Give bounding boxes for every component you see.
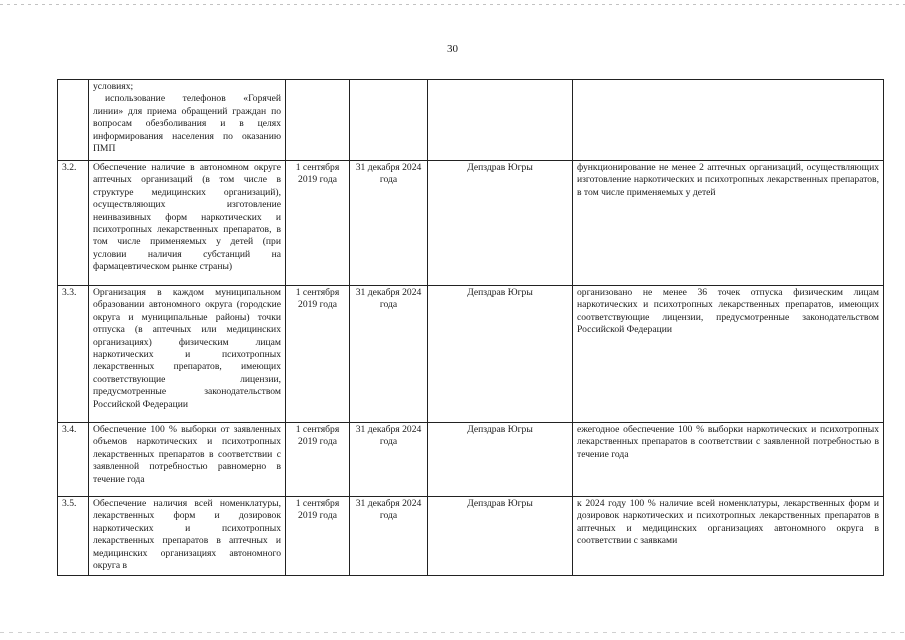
table-row	[58, 286, 884, 423]
row-number: 3.2.	[58, 161, 89, 286]
row-executor	[428, 80, 573, 161]
row-number	[58, 80, 89, 161]
page-number: 30	[447, 43, 458, 55]
table-row	[58, 497, 884, 576]
row-result: ежегодное обеспечение 100 % выборки наркотических и психотропных лекарственных препаратов в соответствии с заявленной потребностью в течение года	[573, 423, 884, 497]
description-line: условиях;	[93, 81, 134, 92]
row-result: к 2024 году 100 % наличие всей номенклатуры, лекарственных форм и дозировок наркотических и психотропных лекарственных препаратов в аптечных и медицинских организациях автономного округа в соответствии с заявками	[573, 497, 884, 576]
row-description: Организация в каждом муниципальном образовании автономного округа (городские округа и муниципальные районы) точки отпуска (в аптечных или медицинских организациях) физическим лицам наркотических и психотропных лекарственных препаратов, имеющих соответствующие лицензии, предусмотренные законодательством Российской Федерации	[89, 286, 286, 423]
table-row	[58, 161, 884, 286]
row-description: Обеспечение 100 % выборки от заявленных объемов наркотических и психотропных лекарственных препаратов в соответствии с заявленной потребностью равномерно в течение года	[89, 423, 286, 497]
row-end-date: 31 декабря 2024 года	[350, 423, 428, 497]
row-end-date: 31 декабря 2024 года	[350, 286, 428, 423]
row-result	[573, 80, 884, 161]
row-start-date: 1 сентября 2019 года	[286, 423, 350, 497]
table-row	[58, 423, 884, 497]
row-end-date: 31 декабря 2024 года	[350, 161, 428, 286]
table-row	[58, 80, 884, 161]
row-start-date	[286, 80, 350, 161]
row-number: 3.5.	[58, 497, 89, 576]
row-description: Обеспечение наличия всей номенклатуры, лекарственных форм и дозировок наркотических и психотропных лекарственных препаратов в аптечных и медицинских организациях автономного округа в	[89, 497, 286, 576]
row-executor: Депздрав Югры	[428, 423, 573, 497]
scan-artifact-bottom	[0, 632, 905, 633]
row-description	[89, 80, 286, 161]
description-indented: использование телефонов «Горячей линии» для приема обращений граждан по вопросам обезболивания и в целях информирования населения по оказанию ПМП	[93, 93, 281, 155]
row-start-date: 1 сентября 2019 года	[286, 161, 350, 286]
row-result: организовано не менее 36 точек отпуска физическим лицам наркотических и психотропных лекарственных препаратов, имеющих соответствующие лицензии, предусмотренные законодательством Российской Федерации	[573, 286, 884, 423]
scan-artifact-top	[0, 4, 905, 5]
row-number: 3.4.	[58, 423, 89, 497]
row-executor: Депздрав Югры	[428, 497, 573, 576]
row-end-date: 31 декабря 2024 года	[350, 497, 428, 576]
row-number: 3.3.	[58, 286, 89, 423]
row-result: функционирование не менее 2 аптечных организаций, осуществляющих изготовление наркотических и психотропных лекарственных препаратов, в том числе применяемых у детей	[573, 161, 884, 286]
row-executor: Депздрав Югры	[428, 161, 573, 286]
row-description: Обеспечение наличие в автономном округе аптечных организаций (в том числе в структуре медицинских организаций), осуществляющих изготовление неинвазивных форм наркотических и психотропных лекарственных препаратов, в том числе применяемых у детей (при условии наличия субстанций на фармацевтическом рынке страны)	[89, 161, 286, 286]
plan-table	[57, 79, 884, 576]
row-executor: Депздрав Югры	[428, 286, 573, 423]
row-start-date: 1 сентября 2019 года	[286, 497, 350, 576]
row-start-date: 1 сентября 2019 года	[286, 286, 350, 423]
row-end-date	[350, 80, 428, 161]
